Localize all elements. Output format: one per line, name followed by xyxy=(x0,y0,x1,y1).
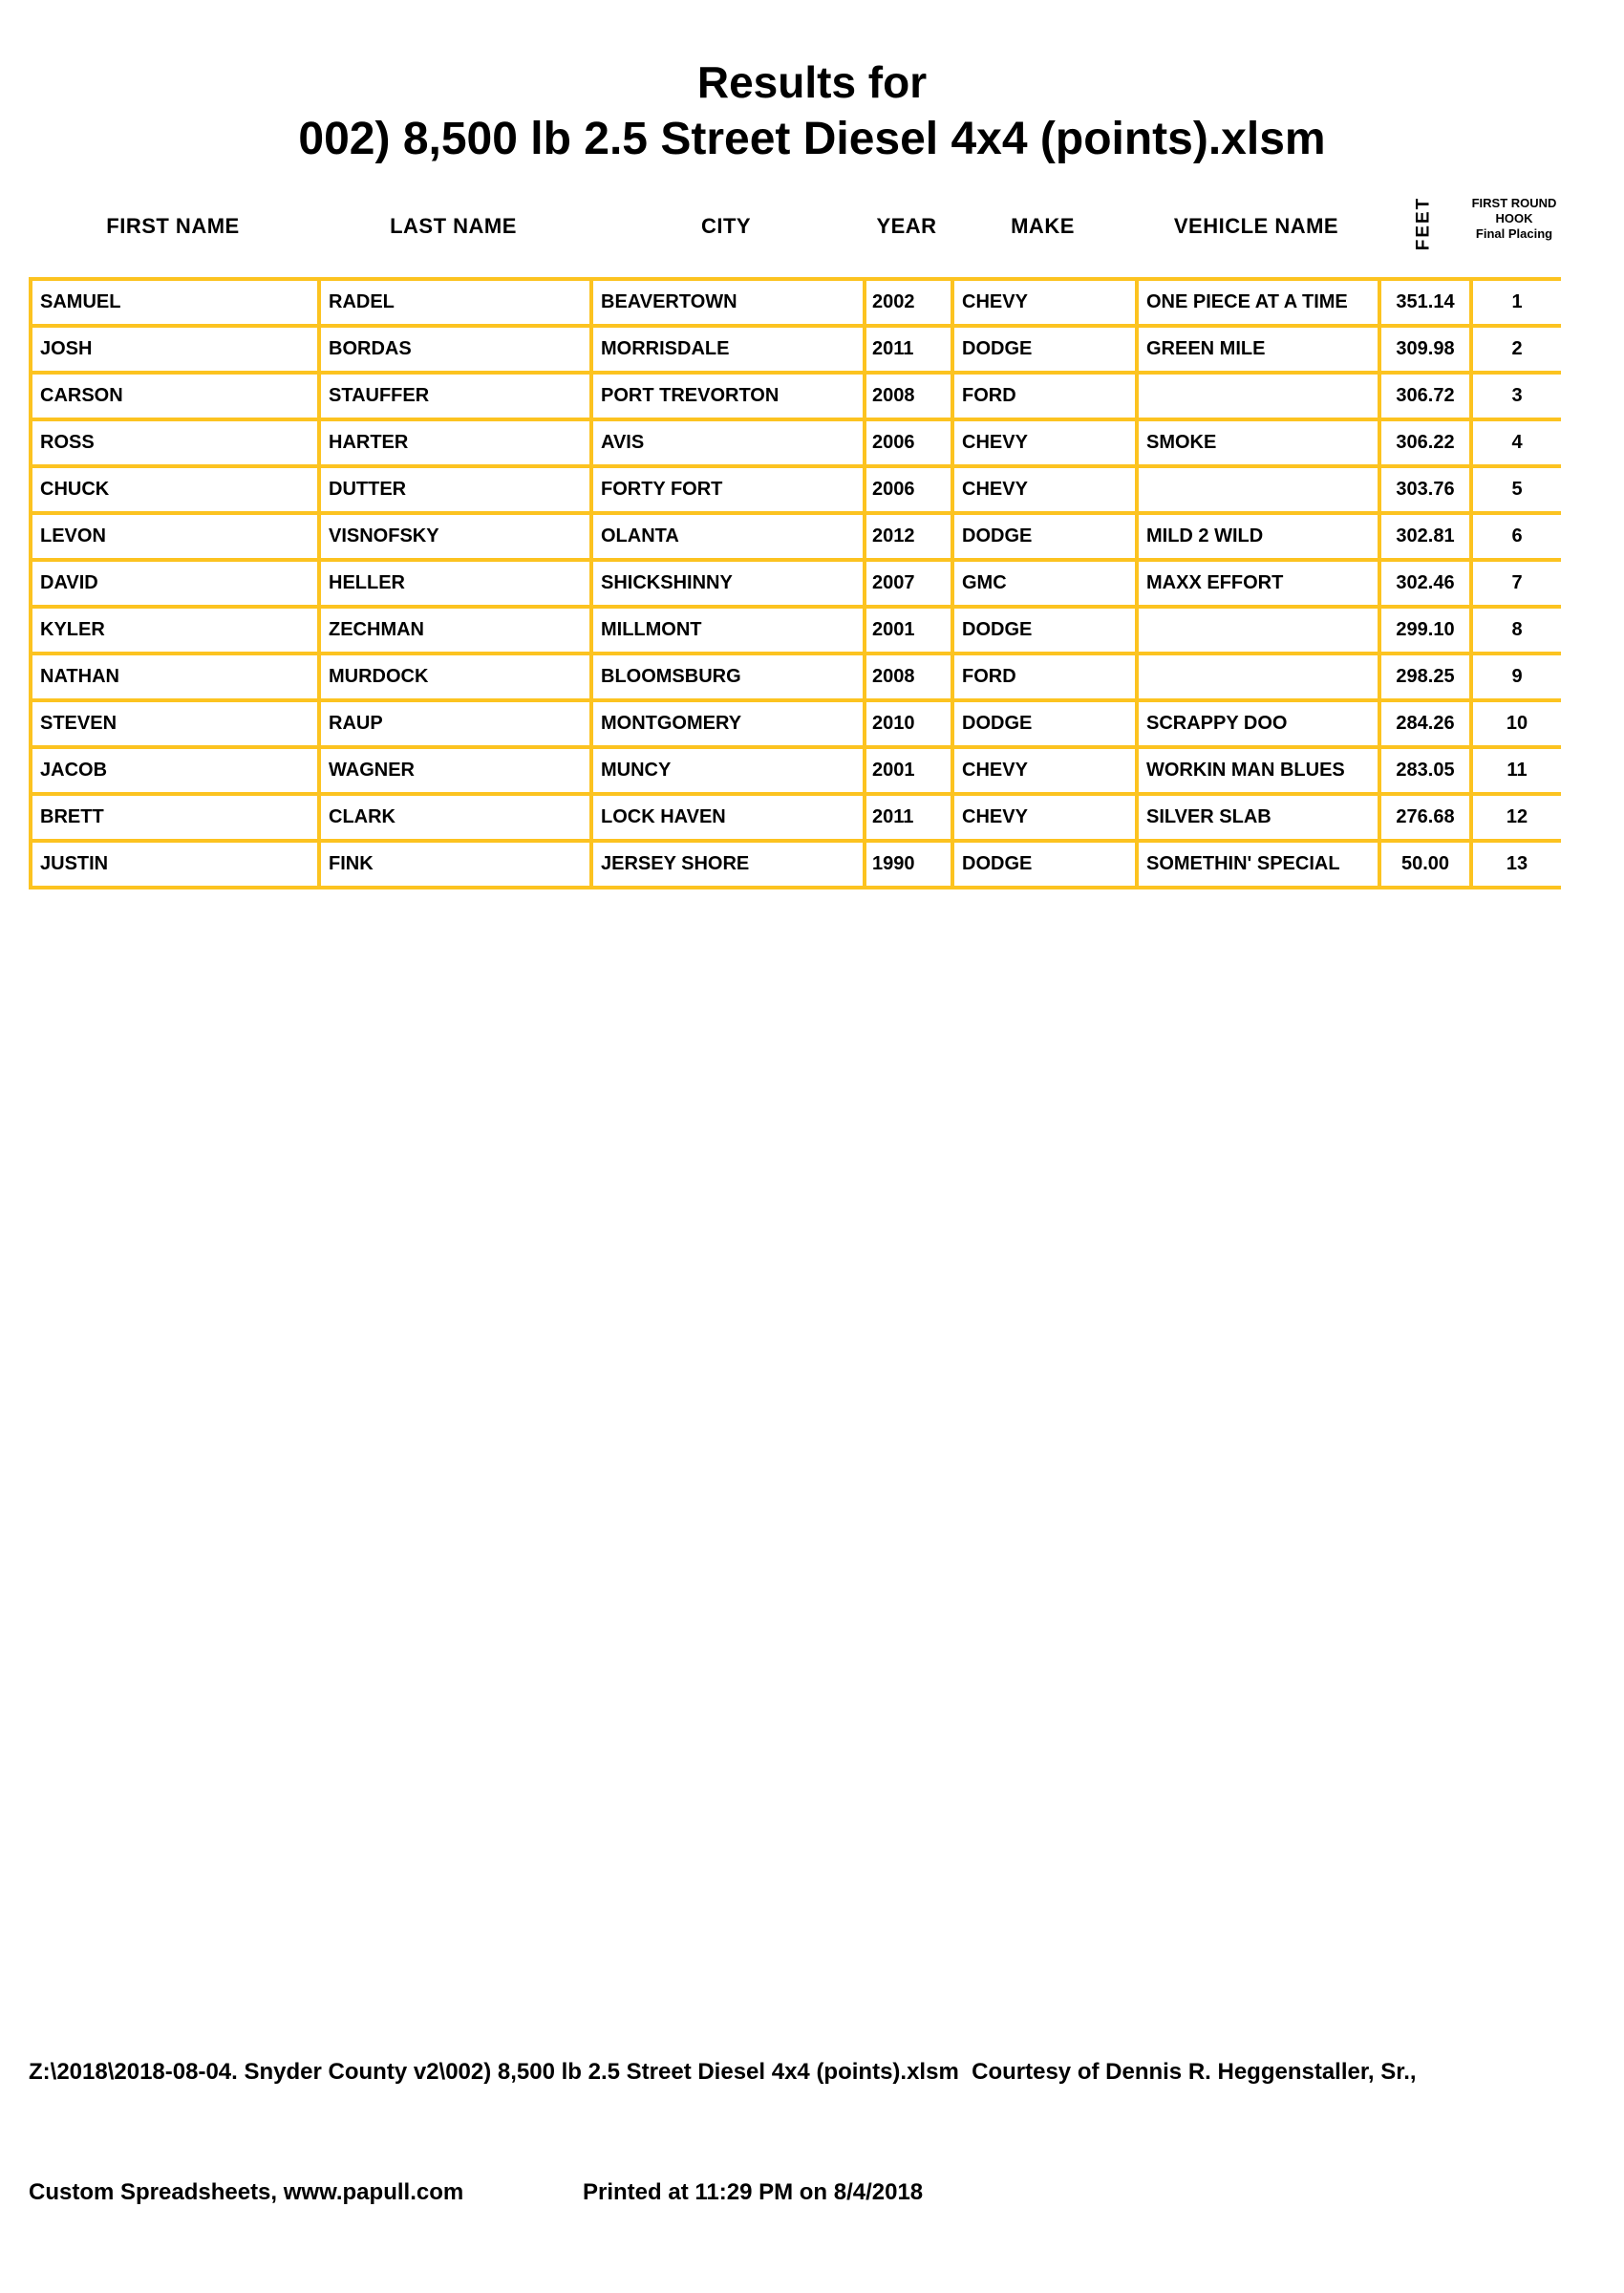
cell-city: OLANTA xyxy=(591,513,865,560)
cell-vehicle-name: MAXX EFFORT xyxy=(1137,560,1379,607)
cell-final-placing: 7 xyxy=(1471,560,1561,607)
cell-make: DODGE xyxy=(952,607,1137,654)
cell-first-name: NATHAN xyxy=(31,654,319,700)
table-row xyxy=(31,513,1561,560)
cell-feet: 276.68 xyxy=(1379,794,1471,841)
footer xyxy=(29,1972,1605,2293)
cell-feet: 306.72 xyxy=(1379,373,1471,419)
cell-first-name: JACOB xyxy=(31,747,319,794)
cell-make: CHEVY xyxy=(952,794,1137,841)
cell-make: CHEVY xyxy=(952,419,1137,466)
footer-spreadsheet-credit: Custom Spreadsheets, www.papull.com xyxy=(29,2179,464,2205)
table-row xyxy=(31,560,1561,607)
cell-vehicle-name: GREEN MILE xyxy=(1137,326,1379,373)
cell-feet: 302.46 xyxy=(1379,560,1471,607)
cell-first-name: STEVEN xyxy=(31,700,319,747)
cell-feet: 306.22 xyxy=(1379,419,1471,466)
cell-year: 2002 xyxy=(865,279,952,326)
cell-feet: 284.26 xyxy=(1379,700,1471,747)
cell-vehicle-name xyxy=(1137,466,1379,513)
cell-last-name: HELLER xyxy=(319,560,591,607)
cell-last-name: STAUFFER xyxy=(319,373,591,419)
cell-vehicle-name: SMOKE xyxy=(1137,419,1379,466)
cell-year: 2011 xyxy=(865,326,952,373)
cell-vehicle-name: MILD 2 WILD xyxy=(1137,513,1379,560)
cell-first-name: JUSTIN xyxy=(31,841,319,888)
title-block xyxy=(0,55,1624,170)
cell-city: SHICKSHINNY xyxy=(591,560,865,607)
column-header-feet-label: FEET xyxy=(1413,196,1433,251)
cell-make: GMC xyxy=(952,560,1137,607)
cell-final-placing: 13 xyxy=(1471,841,1561,888)
cell-year: 2008 xyxy=(865,654,952,700)
cell-make: DODGE xyxy=(952,841,1137,888)
cell-last-name: RAUP xyxy=(319,700,591,747)
cell-vehicle-name xyxy=(1137,373,1379,419)
cell-year: 1990 xyxy=(865,841,952,888)
placing-header-line2: HOOK xyxy=(1495,211,1533,225)
cell-year: 2012 xyxy=(865,513,952,560)
page-subtitle-filename: 002) 8,500 lb 2.5 Street Diesel 4x4 (points).xlsm xyxy=(298,114,1326,164)
cell-last-name: CLARK xyxy=(319,794,591,841)
cell-last-name: VISNOFSKY xyxy=(319,513,591,560)
cell-year: 2011 xyxy=(865,794,952,841)
cell-first-name: JOSH xyxy=(31,326,319,373)
cell-year: 2001 xyxy=(865,607,952,654)
cell-city: MILLMONT xyxy=(591,607,865,654)
cell-first-name: SAMUEL xyxy=(31,279,319,326)
cell-feet: 309.98 xyxy=(1379,326,1471,373)
cell-last-name: FINK xyxy=(319,841,591,888)
column-header-vehicle-name: VEHICLE NAME xyxy=(1173,214,1339,238)
cell-city: MUNCY xyxy=(591,747,865,794)
cell-last-name: BORDAS xyxy=(319,326,591,373)
cell-make: DODGE xyxy=(952,700,1137,747)
cell-final-placing: 6 xyxy=(1471,513,1561,560)
cell-make: CHEVY xyxy=(952,747,1137,794)
cell-last-name: RADEL xyxy=(319,279,591,326)
table-row xyxy=(31,794,1561,841)
cell-vehicle-name: SILVER SLAB xyxy=(1137,794,1379,841)
cell-first-name: LEVON xyxy=(31,513,319,560)
column-header-last-name: LAST NAME xyxy=(390,214,517,238)
cell-city: MONTGOMERY xyxy=(591,700,865,747)
table-row xyxy=(31,419,1561,466)
cell-feet: 303.76 xyxy=(1379,466,1471,513)
cell-year: 2007 xyxy=(865,560,952,607)
table-row xyxy=(31,326,1561,373)
cell-make: DODGE xyxy=(952,513,1137,560)
cell-year: 2008 xyxy=(865,373,952,419)
table-row xyxy=(31,700,1561,747)
cell-vehicle-name: ONE PIECE AT A TIME xyxy=(1137,279,1379,326)
cell-first-name: CHUCK xyxy=(31,466,319,513)
cell-first-name: DAVID xyxy=(31,560,319,607)
table-row xyxy=(31,466,1561,513)
cell-feet: 351.14 xyxy=(1379,279,1471,326)
cell-city: FORTY FORT xyxy=(591,466,865,513)
cell-year: 2006 xyxy=(865,466,952,513)
cell-make: FORD xyxy=(952,654,1137,700)
column-header-city: CITY xyxy=(700,214,752,238)
cell-vehicle-name xyxy=(1137,607,1379,654)
cell-feet: 50.00 xyxy=(1379,841,1471,888)
cell-last-name: MURDOCK xyxy=(319,654,591,700)
table-row xyxy=(31,654,1561,700)
cell-last-name: HARTER xyxy=(319,419,591,466)
cell-year: 2006 xyxy=(865,419,952,466)
cell-first-name: CARSON xyxy=(31,373,319,419)
placing-header-line3: Final Placing xyxy=(1475,226,1553,241)
cell-city: BLOOMSBURG xyxy=(591,654,865,700)
footer-line2 xyxy=(29,2173,1605,2213)
cell-first-name: KYLER xyxy=(31,607,319,654)
column-header-make: MAKE xyxy=(1011,214,1075,238)
cell-final-placing: 4 xyxy=(1471,419,1561,466)
column-header-final-placing xyxy=(1452,196,1576,242)
cell-final-placing: 9 xyxy=(1471,654,1561,700)
cell-feet: 302.81 xyxy=(1379,513,1471,560)
cell-make: CHEVY xyxy=(952,466,1137,513)
table-row xyxy=(31,747,1561,794)
cell-city: LOCK HAVEN xyxy=(591,794,865,841)
cell-final-placing: 11 xyxy=(1471,747,1561,794)
cell-last-name: DUTTER xyxy=(319,466,591,513)
cell-feet: 299.10 xyxy=(1379,607,1471,654)
cell-make: FORD xyxy=(952,373,1137,419)
table-row xyxy=(31,841,1561,888)
footer-printed-timestamp: Printed at 11:29 PM on 8/4/2018 xyxy=(583,2179,924,2205)
cell-final-placing: 10 xyxy=(1471,700,1561,747)
cell-year: 2001 xyxy=(865,747,952,794)
placing-header-line1: FIRST ROUND xyxy=(1471,196,1557,210)
results-table xyxy=(29,277,1561,889)
page-title: Results for xyxy=(696,57,928,107)
cell-last-name: WAGNER xyxy=(319,747,591,794)
cell-final-placing: 3 xyxy=(1471,373,1561,419)
cell-final-placing: 1 xyxy=(1471,279,1561,326)
cell-last-name: ZECHMAN xyxy=(319,607,591,654)
cell-city: MORRISDALE xyxy=(591,326,865,373)
table-row xyxy=(31,373,1561,419)
cell-final-placing: 12 xyxy=(1471,794,1561,841)
cell-city: JERSEY SHORE xyxy=(591,841,865,888)
cell-city: AVIS xyxy=(591,419,865,466)
cell-year: 2010 xyxy=(865,700,952,747)
cell-make: DODGE xyxy=(952,326,1137,373)
cell-first-name: ROSS xyxy=(31,419,319,466)
table-row xyxy=(31,279,1561,326)
table-row xyxy=(31,607,1561,654)
cell-vehicle-name: WORKIN MAN BLUES xyxy=(1137,747,1379,794)
footer-file-path-credit: Z:\2018\2018-08-04. Snyder County v2\002) 8,500 lb 2.5 Street Diesel 4x4 (points).xlsm Courtesy of Dennis R. Heggenstaller, Sr., xyxy=(29,2059,1417,2085)
cell-vehicle-name xyxy=(1137,654,1379,700)
cell-make: CHEVY xyxy=(952,279,1137,326)
column-header-year: YEAR xyxy=(876,214,937,238)
cell-vehicle-name: SCRAPPY DOO xyxy=(1137,700,1379,747)
cell-final-placing: 2 xyxy=(1471,326,1561,373)
cell-city: PORT TREVORTON xyxy=(591,373,865,419)
cell-final-placing: 5 xyxy=(1471,466,1561,513)
column-header-first-name: FIRST NAME xyxy=(106,214,240,238)
cell-city: BEAVERTOWN xyxy=(591,279,865,326)
cell-feet: 298.25 xyxy=(1379,654,1471,700)
cell-final-placing: 8 xyxy=(1471,607,1561,654)
cell-vehicle-name: SOMETHIN' SPECIAL xyxy=(1137,841,1379,888)
cell-first-name: BRETT xyxy=(31,794,319,841)
cell-feet: 283.05 xyxy=(1379,747,1471,794)
